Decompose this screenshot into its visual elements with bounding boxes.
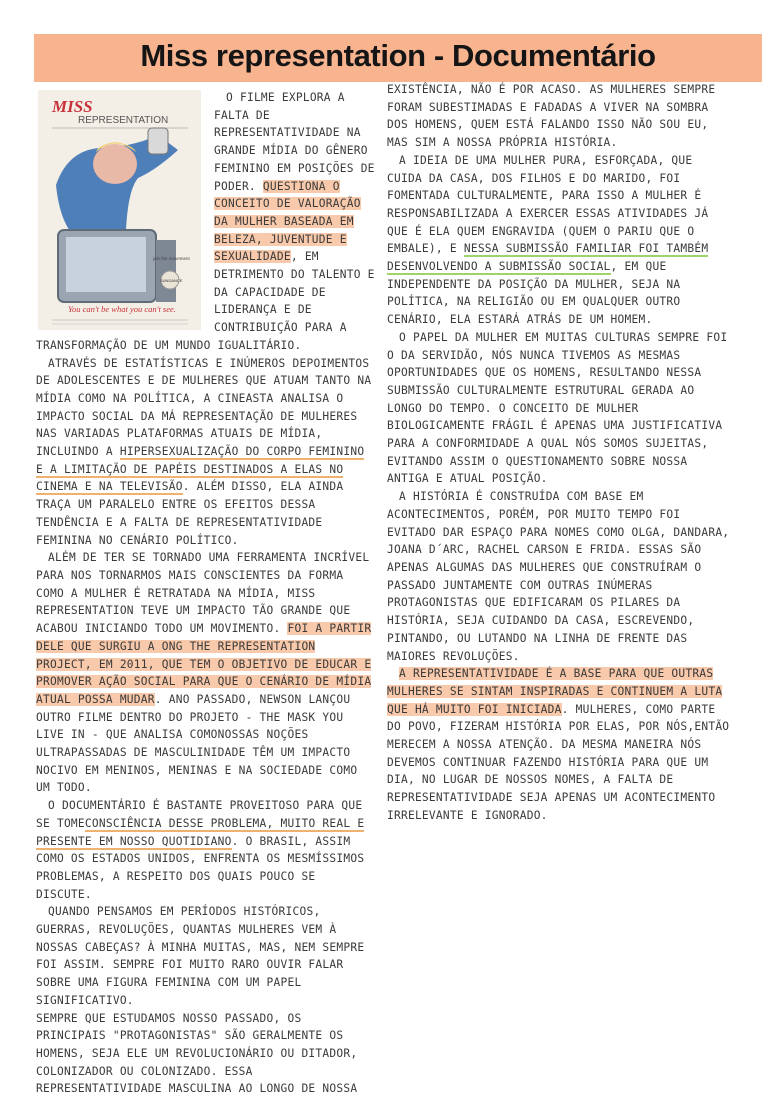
svg-text:join the movement: join the movement	[153, 256, 190, 261]
paragraph: A HISTÓRIA É CONSTRUÍDA COM BASE EM ACONTECIMENTOS, PORÉM, POR MUITO TEMPO FOI EVITADO DAR ESPAÇO PARA NOMES COMO OLGA, DANDARA, JOANA D´ARC, RACHEL CARSON E FRIDA. ESSAS SÃO APENAS ALGUMAS DAS MULHERES QUE CONSTRUÍRAM O PASSADO JUNTAMENTE COM OUTRAS INÚMERAS PROTAGONISTAS QUE EDIFICARAM OS PILARES DA HISTÓRIA, SEJA CUIDANDO DA CASA, ESCREVENDO, PINTANDO, OU LUTANDO NA LINHA DE FRENTE DAS MAIORES REVOLUÇÕES.	[387, 490, 730, 663]
paragraph: SEMPRE QUE ESTUDAMOS NOSSO PASSADO, OS PRINCIPAIS "PROTAGONISTAS" SÃO GERALMENTE OS HOMENS, SEJA ELE UM REVOLUCIONÁRIO OU DITADOR, COLONIZADOR OU COLONIZADO. ESSA REPRESENTATIVIDADE MASCULINA AO LONGO DE NOSSA	[36, 1011, 358, 1096]
underlined-text: CONSCIÊNCIA DESSE PROBLEMA, MUITO REAL E PRESENTE EM NOSSO QUOTIDIANO	[36, 816, 365, 848]
sundance-label: SUNDANCE	[160, 278, 183, 283]
text-span: A IDEIA DE UMA MULHER PURA, ESFORÇADA, QUE CUIDA DA CASA, DOS FILHOS E DO MARIDO, FOI FOMENTADA CULTURALMENTE, PARA ISSO A MULHER É RESPONSABILIZADA A EXERCER ESSAS ATIVIDADES JÁ QUE É ELA QUEM ENGRAVIDA (QUEM O PARIU QUE O EMBALE), E	[387, 153, 709, 256]
paragraph: EXISTÊNCIA, NÃO É POR ACASO. AS MULHERES SEMPRE FORAM SUBESTIMADAS E FADADAS A VIVER NA SOMBRA DOS HOMENS, QUEM ESTÁ FALANDO ISSO NÃO SOU EU, MAS SIM A NOSSA PRÓPRIA HISTÓRIA.	[387, 83, 716, 150]
paragraph: O PAPEL DA MULHER EM MUITAS CULTURAS SEMPRE FOI O DA SERVIDÃO, NÓS NUNCA TIVEMOS AS MESMAS OPORTUNIDADES QUE OS HOMENS, RESULTANDO NESSA SUBMISSÃO CULTURALMENTE ESTRUTURAL GERADA AO LONGO DO TEMPO. O CONCEITO DE MULHER BIOLOGICAMENTE FRÁGIL É APENAS UMA JUSTIFICATIVA PARA A CONFORMIDADE A QUAL NÓS SOMOS SUJEITAS, EVITANDO ASSIM O QUESTIONAMENTO SOBRE NOSSA ANTIGA E ATUAL POSIÇÃO.	[387, 330, 728, 486]
poster-tagline: You can't be what you can't see.	[68, 304, 176, 314]
title-banner	[34, 34, 762, 82]
text-span: ALÉM DE TER SE TORNADO UMA FERRAMENTA INCRÍVEL PARA NOS TORNARMOS MAIS CONSCIENTES DA FORMA COMO A MULHER É RETRATADA NA MÍDIA, MISS REPRESENTATION TEVE UM IMPACTO TÃO GRANDE QUE ACABOU INICIANDO TODO UM MOVIMENTO.	[36, 551, 370, 636]
paragraph	[36, 355, 376, 550]
poster-title-line2: REPRESENTATION	[78, 115, 169, 126]
text-span: . O BRASIL, ASSIM COMO OS ESTADOS UNIDOS, ENFRENTA OS MESMÍSSIMOS PROBLEMAS, A RESPEITO DOS QUAIS POUCO SE DISCUTE.	[36, 834, 365, 901]
paragraph	[36, 549, 376, 797]
paragraph	[387, 152, 731, 329]
right-column	[387, 81, 731, 825]
left-column	[36, 89, 376, 1098]
text-span: . ANO PASSADO, NEWSON LANÇOU OUTRO FILME DENTRO DO PROJETO - THE MASK YOU LIVE IN - QUE ANALISA COMONOSSAS NOÇÕES ULTRAPASSADAS DE MASCULINIDADE TÊM UM IMPACTO NOCIVO EM MENINOS, MENINAS E NA SOCIEDADE COMO UM TODO.	[36, 692, 358, 795]
poster-title-line1: MISS	[52, 97, 93, 116]
underlined-text: HIPERSEXUALIZAÇÃO DO CORPO FEMININO E A LIMITAÇÃO DE PAPÉIS DESTINADOS A ELAS NO CINEMA E NA TELEVISÃO	[36, 445, 365, 494]
page-title: Miss representation - Documentário	[140, 38, 656, 73]
text-span: , EM QUE INDEPENDENTE DA POSIÇÃO DA MULHER, SEJA NA POLÍTICA, NA RELIGIÃO OU EM QUALQUER OUTRO CENÁRIO, ELA ESTARÁ ATRÁS DE UM HOMEM.	[387, 260, 681, 327]
text-span: . MULHERES, COMO PARTE DO POVO, FIZERAM HISTÓRIA POR ELAS, POR NÓS,ENTÃO MERECEM A NOSSA ATENÇÃO. DA MESMA MANEIRA NÓS DEVEMOS CONTINUAR FAZENDO HISTÓRIA PARA QUE UM DIA, NO LUGAR DE NOSSOS NOMES, A FALTA DE REPRESENTATIVIDADE SEJA APENAS UM ACONTECIMENTO IRRELEVANTE E IGNORADO.	[387, 702, 730, 822]
text-span: O FILME EXPLORA A FALTA DE REPRESENTATIVIDADE NA GRANDE MÍDIA DO GÊNERO FEMININO EM POSIÇÕES DE PODER.	[214, 91, 375, 193]
paragraph	[387, 665, 731, 824]
highlighted-text: QUESTIONA O CONCEITO DE VALORAÇÃO DA MULHER BASEADA EM BELEZA, JUVENTUDE E SEXUALIDADE	[214, 179, 361, 264]
highlighted-text: FOI A PARTIR DELE QUE SURGIU A ONG THE REPRESENTATION PROJECT, EM 2011, QUE TEM O OBJETIVO DE EDUCAR E PROMOVER AÇÃO SOCIAL PARA QUE O CENÁRIO DE MÍDIA ATUAL POSSA MUDAR	[36, 622, 372, 706]
paragraph: QUANDO PENSAMOS EM PERÍODOS HISTÓRICOS, GUERRAS, REVOLUÇÕES, QUANTAS MULHERES VEM À NOSSAS CABEÇAS? À MINHA MUITAS, MAS, NEM SEMPRE FOI ASSIM. SEMPRE FOI MUITO RARO OUVIR FALAR SOBRE UMA FIGURA FEMININA COM UM PAPEL SIGNIFICATIVO.	[36, 905, 365, 1007]
text-span: . ALÉM DISSO, ELA AINDA TRAÇA UM PARALELO ENTRE OS EFEITOS DESSA TENDÊNCIA E A FALTA DE REPRESENTATIVIDADE FEMININA NO CENÁRIO POLÍTICO.	[36, 480, 344, 547]
text-span: , EM DETRIMENTO DO TALENTO E DA CAPACIDADE DE LIDERANÇA E DE CONTRIBUIÇÃO PARA A TRANSFORMAÇÃO DE UM MUNDO IGUALITÁRIO.	[36, 250, 375, 352]
text-span: ATRAVÉS DE ESTATÍSTICAS E INÚMEROS DEPOIMENTOS DE ADOLESCENTES E DE MULHERES QUE ATUAM TANTO NA MÍDIA COMO NA POLÍTICA, A CINEASTA ANALISA O IMPACTO SOCIAL DA MÁ REPRESENTAÇÃO DE MULHERES NAS VARIADAS PLATAFORMAS ATUAIS DE MÍDIA, INCLUINDO A	[36, 356, 372, 459]
underlined-text: NESSA SUBMISSÃO FAMILIAR FOI TAMBÉM DESENVOLVENDO A SUBMISSÃO SOCIAL	[387, 242, 709, 274]
paragraph	[36, 797, 376, 903]
highlighted-text: A REPRESENTATIVIDADE É A BASE PARA QUE OUTRAS MULHERES SE SINTAM INSPIRADAS E CONTINUEM A LUTA QUE HÁ MUITO FOI INICIADA	[387, 667, 723, 716]
text-span: O DOCUMENTÁRIO É BASTANTE PROVEITOSO PARA QUE SE TOME	[36, 799, 363, 830]
